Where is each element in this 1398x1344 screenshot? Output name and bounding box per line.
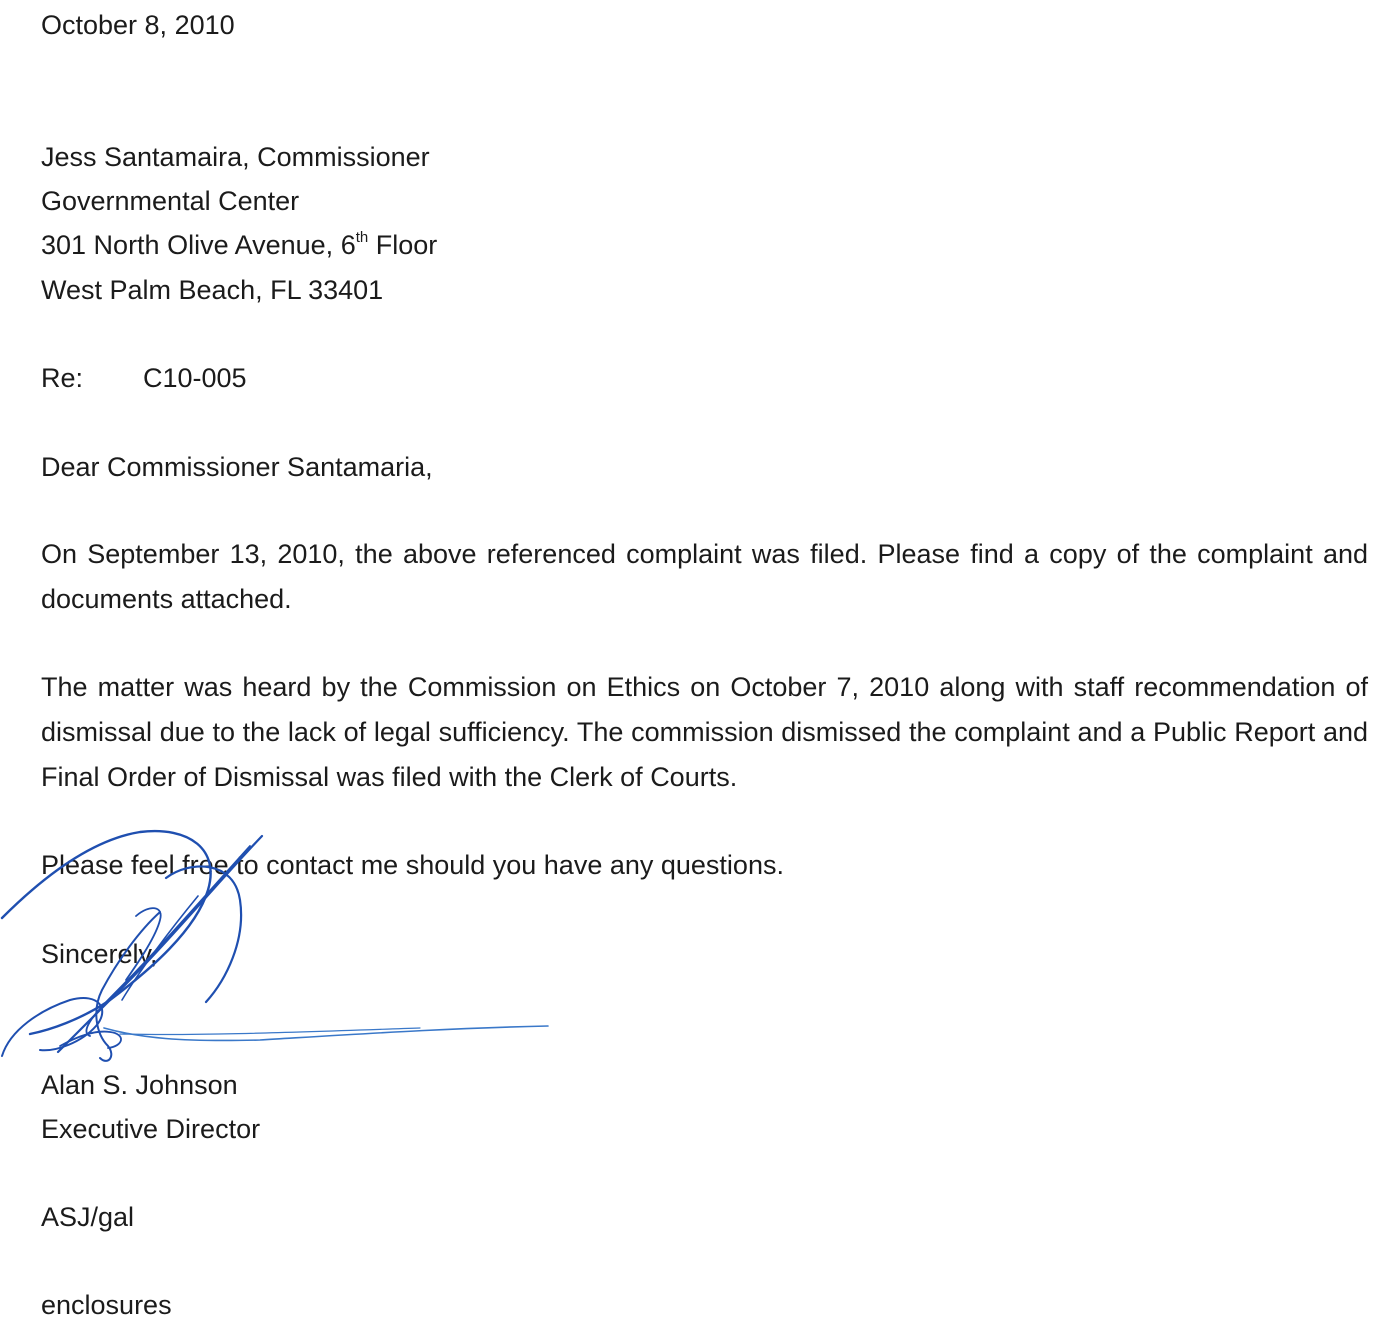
body-paragraph-3: Please feel free to contact me should you have any questions.: [41, 850, 784, 880]
typist-initials: ASJ/gal: [41, 1202, 135, 1232]
recipient-organization: Governmental Center: [41, 186, 300, 216]
enclosures-note: enclosures: [41, 1290, 172, 1320]
body-paragraph-1: On September 13, 2010, the above referenced complaint was filed. Please find a copy of the complaint and documents attached.: [41, 539, 1368, 614]
recipient-street-ordinal: th: [355, 229, 369, 246]
reference-line: [41, 361, 247, 395]
recipient-city: West Palm Beach, FL 33401: [41, 275, 384, 305]
reference-label: Re:: [41, 363, 84, 393]
reference-value: C10-005: [143, 363, 247, 393]
closing: Sincerely,: [41, 939, 158, 969]
recipient-name: Jess Santamaira, Commissioner: [41, 142, 430, 172]
recipient-street-text: 301 North Olive Avenue, 6: [41, 230, 356, 260]
letter-date: October 8, 2010: [41, 10, 235, 40]
signer-title: Executive Director: [41, 1114, 261, 1144]
salutation: Dear Commissioner Santamaria,: [41, 452, 433, 482]
recipient-street-suffix: Floor: [368, 230, 438, 260]
signer-name: Alan S. Johnson: [41, 1070, 238, 1100]
recipient-street: [41, 228, 437, 262]
body-paragraph-2: The matter was heard by the Commission on Ethics on October 7, 2010 along with staff recommendation of dismissal due to the lack of legal sufficiency. The commission dismissed the complaint and a Public Report and Final Order of Dismissal was filed with the Clerk of Courts.: [41, 672, 1368, 792]
